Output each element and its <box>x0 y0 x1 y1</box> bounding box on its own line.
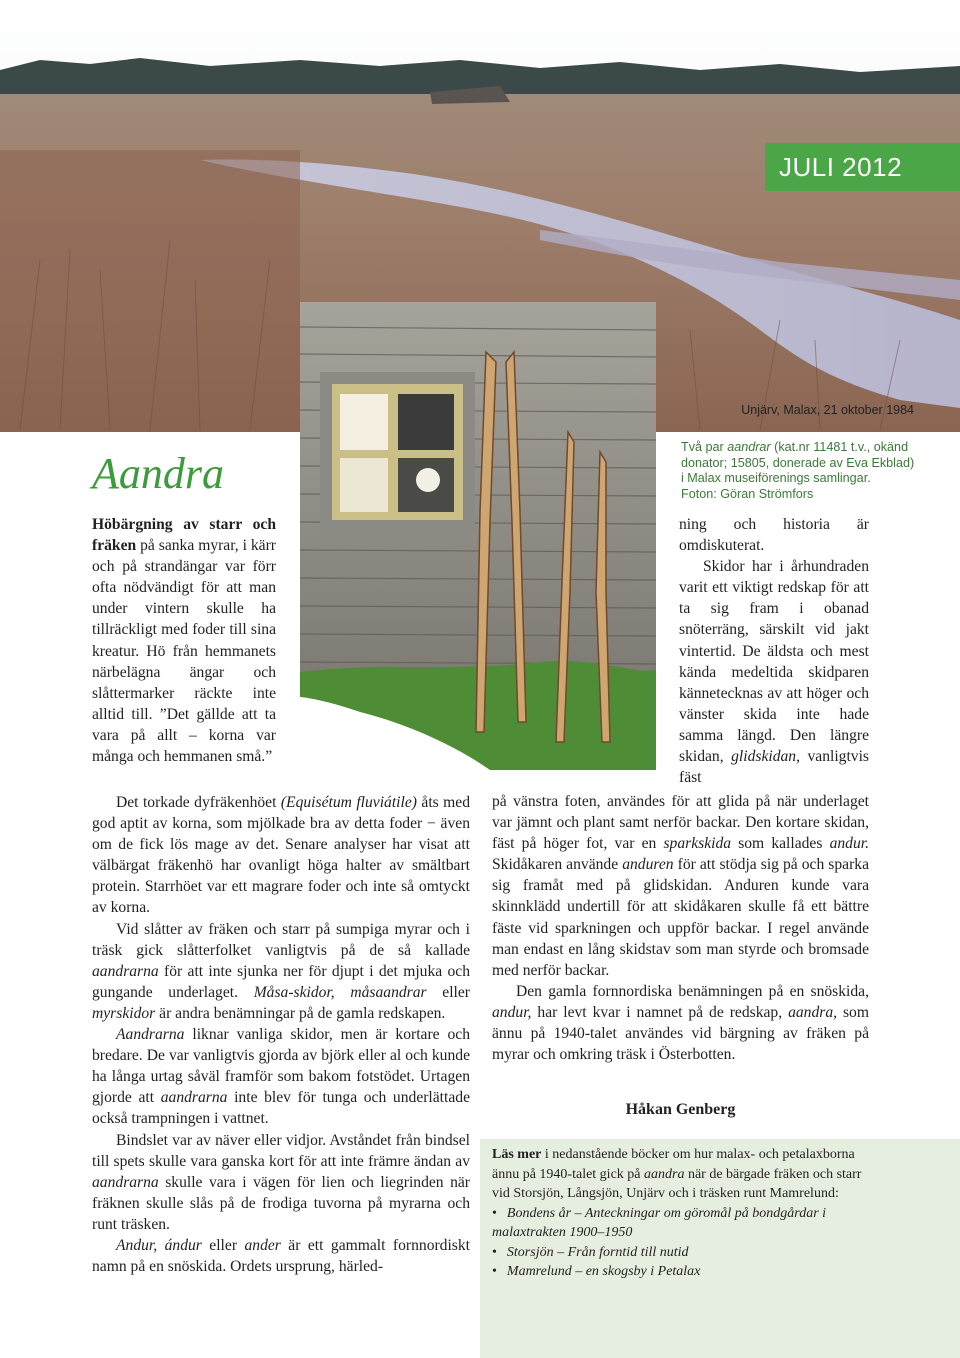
photo-caption <box>681 440 941 502</box>
further-reading-intro: Läs mer i nedanstående böcker om hur malax- och petalaxborna ännu på 1940-talet gick på aandra när de bärgade fräken och starr vid Storsjön, Långsjön, Unjärv och i träsken runt Mamrelund: <box>492 1147 862 1201</box>
paragraph: Det torkade dyfräkenhöet (Equisétum fluviátile) åts med god aptit av korna, som mjölkade bra av detta foder − även om de fick lös mage av det. Senare analyser har visat att välbärgat fräkenhö har ovanligt höga halter av smältbart protein. Starrhöet var ett magrare foder och inte så omtyckt av korna. <box>92 794 471 917</box>
author-byline: Håkan Genberg <box>625 1101 736 1118</box>
caption-line-4: Foton: Göran Strömfors <box>681 486 814 501</box>
caption-line-1: Två par aandrar (kat.nr 11481 t.v., okänd <box>681 440 909 454</box>
date-badge: JULI 2012 <box>765 143 960 191</box>
article-title: Aandra <box>92 449 224 498</box>
further-reading-box <box>480 1139 960 1358</box>
caption-line-2: donator; 15805, donerade av Eva Ekblad) <box>681 455 915 470</box>
book-item: • Bondens år – Anteckningar om göromål på bondgårdar i malaxtrakten 1900–1950 <box>492 1205 827 1240</box>
book-item: • Mamrelund – en skogsby i Petalax <box>492 1264 701 1279</box>
paragraph: Skidor har i århundraden varit ett viktigt redskap för att ta sig fram i obanad snöterräng, särskilt vid jakt vintertid. De äldsta och mest kända medeltida skidparen kännetecknas av att höger och vänster skida inte hade samma längd. Den längre skidan, glidskidan, vanligtvis fäst <box>679 558 869 787</box>
top-photo-caption: Unjärv, Malax, 21 oktober 1984 <box>741 403 914 417</box>
paragraph: på vänstra foten, användes för att glida på när underlaget var jämnt och plant samt nerför backar. Den kortare skidan, fäst på höger fot, var en sparkskida som kallades andur. Skidåkaren använde anduren för att stödja sig på och sparka sig framåt med på glidskidan. Anduren kunde vara skinnklädd undertill för att skidåkaren skulle få ett bättre fäste vid sparkningen och uppför backar. I regel använde man endast en lång skidstav som man styrde och bromsade med nerför backar. <box>492 793 870 979</box>
paragraph: Andur, ándur eller ander är ett gammalt fornnordiskt namn på en snöskida. Ordets ursprung, härled- <box>92 1236 471 1276</box>
left-column-text <box>92 792 470 1277</box>
paragraph: Bindslet var av näver eller vidjor. Avståndet från bindsel till spets skulle vara ganska kort för att inte främre ändan av aandrarna skulle vara i vägen för lien och liegrinden när fräknen skulle slås på de frodiga tuvorna på myrarna och runt träsken. <box>92 1131 470 1233</box>
paragraph: ning och historia är omdiskuterat. <box>679 516 869 555</box>
book-item: • Storsjön – Från forntid till nutid <box>492 1244 689 1260</box>
right-column-top-text <box>679 514 869 788</box>
paragraph: Den gamla fornnordiska benämningen på en snöskida, andur, har levt kvar i namnet på de redskap, aandra, som ännu på 1940-talet användes vid bärgning av fräken på myrar och omkring träsk i Österbotten. <box>492 982 869 1064</box>
paragraph: Vid slåtter av fräken och starr på sumpiga myrar och i träsk gick slåtterfolket vanligtvis på de så kallade aandrarna för att inte sjunka ner för djupt i det mjuka och gungande underlaget. Måsa-skidor, måsaandrar eller myrskidor är andra benämningar på de gamla redskapen. <box>92 920 470 1022</box>
cabin-with-skis-photo <box>300 302 656 770</box>
caption-line-3: i Malax museiförenings samlingar. <box>681 471 871 485</box>
book-list <box>492 1204 872 1282</box>
right-column-text <box>492 791 869 1065</box>
intro-paragraph: Höbärgning av starr och fräken på sanka myrar, i kärr och på strandängar var förr ofta nödvändigt för att man under vintern skulle ha tillräckligt med foder till sina kreatur. Hö från hemmanets närbelägna ängar och slåttermarker räckte inte alltid till. ”Det gällde att ta vara på allt – korna var många och hemmanen små.” <box>92 516 276 766</box>
paragraph: Aandrarna liknar vanliga skidor, men är kortare och bredare. De var vanligtvis gjorda av björk eller al och kunde ha långa urtag såväl framför som bakom fotstödet. Urtagen gjorde att aandrarna inte blev för tunga och underlättade också trampningen i vattnet. <box>92 1026 470 1128</box>
